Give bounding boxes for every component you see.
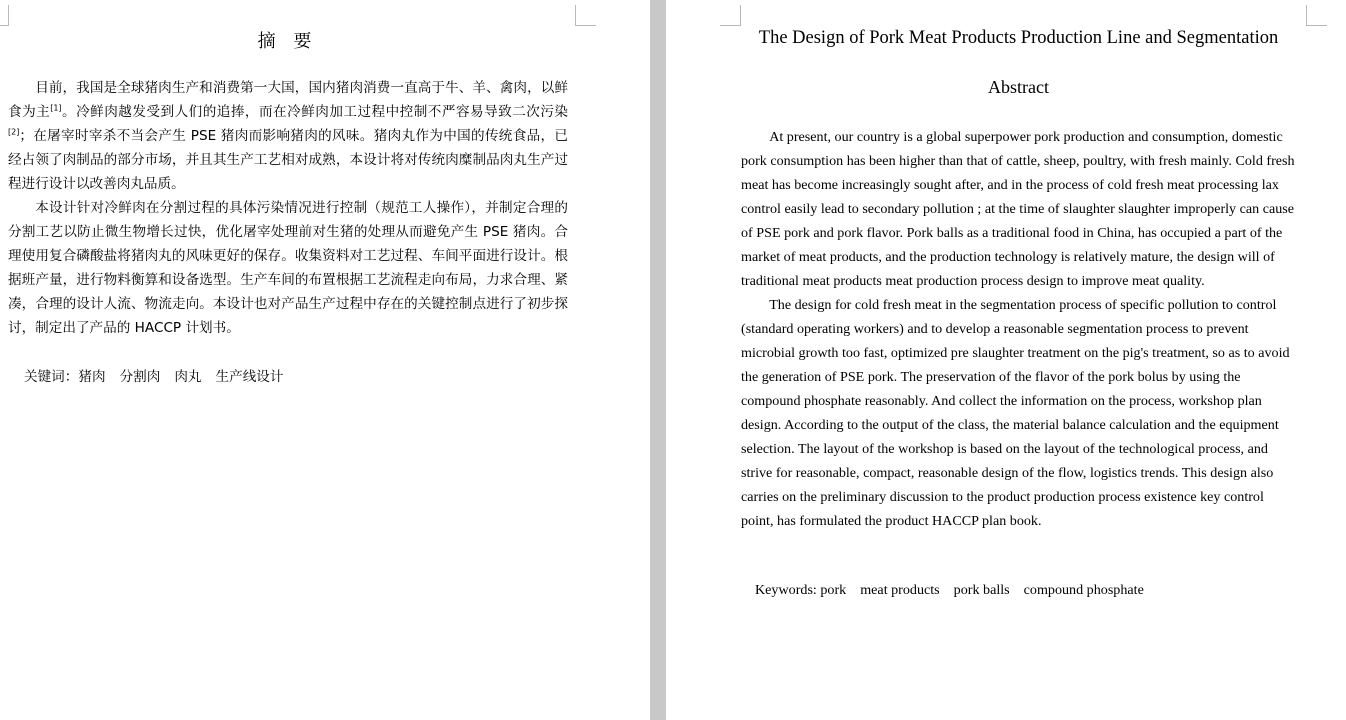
page-margin-corner-top-right bbox=[1306, 5, 1327, 26]
page-margin-corner-top-left bbox=[720, 5, 741, 26]
english-paragraph-1: At present, our country is a global superpower pork production and consumption, domestic pork consumption has been higher than that of cattle, sheep, poultry, with fresh mainly. Cold fresh meat has become increasingly sought after, and in the process of cold fresh meat processing lax control easily lead to secondary pollution ; at the time of slaughter slaughter improperly can cause of PSE pork and pork flavor. Pork balls as a traditional food in China, has occupied a part of the market of meat products, and the production technology is relatively mature, the design will of traditional meat products meat production process design to improve meat quality. bbox=[741, 129, 1295, 289]
chinese-paragraph-1-part-b: 。冷鲜肉越发受到人们的追捧，而在冷鲜肉加工过程中控制不严容易导致二次污染 bbox=[61, 104, 569, 120]
citation-ref-2: [2] bbox=[8, 127, 20, 137]
english-abstract-body[interactable] bbox=[741, 125, 1296, 533]
page-margin-corner-top-left bbox=[0, 5, 9, 26]
chinese-keyword: 肉丸 bbox=[174, 369, 202, 385]
english-keyword: pork bbox=[820, 582, 847, 598]
english-keywords-line bbox=[755, 582, 1144, 599]
english-keyword: pork balls bbox=[953, 582, 1010, 598]
chinese-abstract-title: 摘 要 bbox=[257, 31, 318, 52]
chinese-paragraph-2: 本设计针对冷鲜肉在分割过程的具体污染情况进行控制（规范工人操作），并制定合理的分割工艺以防止微生物增长过快，优化屠宰处理前对生猪的处理从而避免产生 PSE 猪肉。合理使用复合磷酸盐将猪肉丸的风味更好的保存。收集资料对工艺过程、车间平面进行设计。根据班产量，进行物料衡算和设备选型。生产车间的布置根据工艺流程走向布局，力求合理、紧凑，合理的设计人流、物流走向。本设计也对产品生产过程中存在的关键控制点进行了初步探讨，制定出了产品的 HACCP 计划书。 bbox=[8, 200, 568, 336]
page-chinese-abstract[interactable] bbox=[0, 0, 650, 720]
english-keyword: meat products bbox=[860, 582, 940, 598]
english-document-title: The Design of Pork Meat Products Production Line and Segmentation bbox=[758, 28, 1279, 48]
english-paragraph-2: The design for cold fresh meat in the segmentation process of specific pollution to control (standard operating workers) and to develop a reasonable segmentation process to prevent microbial growth too fast, optimized pre slaughter treatment on the pig's treatment, so as to avoid the generation of PSE pork. The preservation of the flavor of the pork bolus by using the compound phosphate reasonably. And collect the information on the process, workshop plan design. According to the output of the class, the material balance calculation and the equipment selection. The layout of the workshop is based on the layout of the technological process, and strive for reasonable, compact, reasonable design of the flow, logistics trends. This design also carries on the preliminary discussion to the product production process existence key control point, has formulated the product HACCP plan book. bbox=[741, 297, 1290, 529]
english-keywords-label: Keywords: bbox=[755, 582, 821, 598]
chinese-keyword: 猪肉 bbox=[78, 369, 106, 385]
chinese-paragraph-1-part-c: ；在屠宰时宰杀不当会产生 PSE 猪肉而影响猪肉的风味。猪肉丸作为中国的传统食品，已经占领了肉制品的部分市场，并且其生产工艺相对成熟，本设计将对传统肉糜制品肉丸生产过程进行设计以改善肉丸品质。 bbox=[8, 128, 568, 192]
citation-ref-1: [1] bbox=[50, 103, 62, 113]
chinese-abstract-body[interactable] bbox=[8, 76, 568, 340]
chinese-paragraph-1 bbox=[8, 76, 568, 196]
page-english-abstract[interactable] bbox=[666, 0, 1346, 720]
chinese-paragraph-1-part-a: 目前，我国是全球猪肉生产和消费第一大国，国内猪肉消费一直高于牛、羊、禽肉，以鲜食为主 bbox=[8, 80, 568, 120]
chinese-keywords-label: 关键词： bbox=[24, 369, 79, 385]
chinese-keyword: 分割肉 bbox=[119, 369, 161, 385]
chinese-keyword: 生产线设计 bbox=[215, 369, 284, 385]
chinese-keywords-line bbox=[24, 365, 284, 385]
english-keyword: compound phosphate bbox=[1023, 582, 1144, 598]
page-margin-corner-top-right bbox=[575, 5, 596, 26]
english-abstract-heading: Abstract bbox=[988, 77, 1049, 97]
